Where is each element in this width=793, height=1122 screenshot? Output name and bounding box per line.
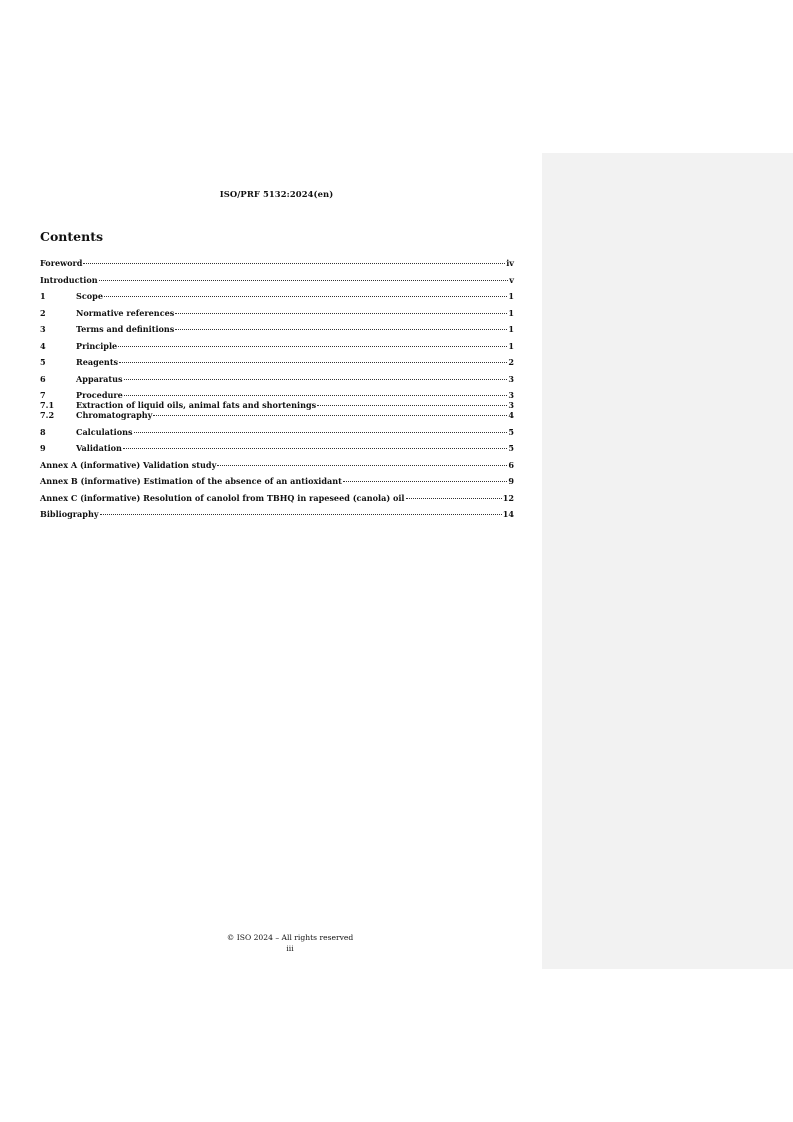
toc-entry-label[interactable]: Annex C (informative) Resolution of canolol from TBHQ in rapeseed (canola) oil bbox=[40, 492, 405, 503]
toc-entry[interactable] bbox=[40, 509, 514, 519]
toc-entry[interactable] bbox=[40, 324, 514, 334]
toc-entry-label[interactable]: Extraction of liquid oils, animal fats and shortenings bbox=[76, 400, 317, 410]
toc-entry[interactable] bbox=[40, 410, 514, 420]
toc-entry-label[interactable]: Introduction bbox=[40, 274, 98, 285]
toc-entry-label[interactable]: Normative references bbox=[76, 307, 175, 318]
toc-entry-page[interactable]: 3 bbox=[508, 400, 514, 410]
toc-entry[interactable] bbox=[40, 427, 514, 437]
toc-entry-number: 7 bbox=[40, 390, 46, 400]
toc-dot-leader bbox=[217, 465, 507, 466]
toc-entry-page[interactable]: 9 bbox=[508, 476, 514, 486]
toc-entry-page[interactable]: 5 bbox=[508, 443, 514, 453]
toc-entry-label[interactable]: Terms and definitions bbox=[76, 324, 175, 334]
toc-entry-page[interactable]: 1 bbox=[508, 324, 514, 334]
toc-entry-label[interactable]: Principle bbox=[76, 340, 118, 351]
toc-entry-label[interactable]: Calculations bbox=[76, 426, 133, 437]
toc-entry-label[interactable]: Annex A (informative) Validation study bbox=[40, 459, 217, 470]
toc-entry-page[interactable]: 12 bbox=[502, 492, 514, 503]
toc-entry-label[interactable]: Reagents bbox=[76, 357, 119, 367]
toc-dot-leader bbox=[104, 296, 507, 297]
toc-entry-page[interactable]: 4 bbox=[508, 410, 514, 420]
comment-pane bbox=[542, 153, 793, 969]
toc-dot-leader bbox=[118, 346, 507, 347]
toc-entry-page[interactable]: 1 bbox=[508, 307, 514, 318]
toc-entry-page[interactable]: 14 bbox=[502, 509, 514, 519]
toc-entry-page[interactable]: v bbox=[509, 274, 514, 285]
toc-entry[interactable] bbox=[40, 357, 514, 367]
toc-entry-page[interactable]: 6 bbox=[508, 459, 514, 470]
toc-entry-label[interactable]: Scope bbox=[76, 291, 103, 301]
toc-entry-page[interactable]: 1 bbox=[508, 340, 514, 351]
toc-entry-number: 5 bbox=[40, 357, 46, 367]
toc-entry[interactable] bbox=[40, 476, 514, 486]
toc-entry[interactable] bbox=[40, 291, 514, 301]
toc-entry[interactable] bbox=[40, 341, 514, 351]
toc-entry-page[interactable]: 2 bbox=[508, 357, 514, 367]
toc-entry-number: 8 bbox=[40, 426, 46, 437]
toc-entry[interactable] bbox=[40, 308, 514, 318]
toc-entry-number: 6 bbox=[40, 373, 46, 384]
toc-entry[interactable] bbox=[40, 443, 514, 453]
toc-entry[interactable] bbox=[40, 493, 514, 503]
toc-entry-label[interactable]: Bibliography bbox=[40, 509, 99, 519]
toc-dot-leader bbox=[406, 498, 502, 499]
table-of-contents bbox=[40, 258, 514, 526]
toc-entry-page[interactable]: iv bbox=[506, 258, 514, 268]
toc-entry-number: 9 bbox=[40, 443, 46, 453]
toc-entry-number: 4 bbox=[40, 340, 46, 351]
toc-entry-label[interactable]: Foreword bbox=[40, 258, 83, 268]
toc-entry-label[interactable]: Apparatus bbox=[76, 373, 123, 384]
toc-entry[interactable] bbox=[40, 258, 514, 268]
toc-entry[interactable] bbox=[40, 374, 514, 384]
toc-dot-leader bbox=[100, 514, 502, 515]
toc-entry-page[interactable]: 3 bbox=[508, 390, 514, 400]
toc-entry-number: 3 bbox=[40, 324, 46, 334]
toc-entry-page[interactable]: 5 bbox=[508, 426, 514, 437]
toc-entry-page[interactable]: 1 bbox=[508, 291, 514, 301]
toc-entry-number: 7.1 bbox=[40, 400, 55, 410]
page-footer bbox=[40, 932, 540, 954]
toc-entry-label[interactable]: Annex B (informative) Estimation of the absence of an antioxidant bbox=[40, 476, 342, 486]
toc-dot-leader bbox=[153, 415, 507, 416]
toc-dot-leader bbox=[99, 280, 509, 281]
toc-entry-page[interactable]: 3 bbox=[508, 373, 514, 384]
toc-entry-number: 1 bbox=[40, 291, 46, 301]
toc-entry[interactable] bbox=[40, 275, 514, 285]
toc-dot-leader bbox=[123, 448, 507, 449]
toc-entry-label[interactable]: Chromatography bbox=[76, 410, 153, 420]
toc-dot-leader bbox=[83, 263, 505, 264]
toc-dot-leader bbox=[124, 395, 508, 396]
toc-entry[interactable] bbox=[40, 400, 514, 410]
toc-entry-label[interactable]: Validation bbox=[76, 443, 122, 453]
toc-dot-leader bbox=[134, 432, 508, 433]
toc-entry-number: 2 bbox=[40, 307, 46, 318]
document-id-header: ISO/PRF 5132:2024(en) bbox=[219, 189, 334, 199]
toc-entry[interactable] bbox=[40, 460, 514, 470]
toc-dot-leader bbox=[343, 481, 507, 482]
copyright-notice: © ISO 2024 – All rights reserved bbox=[226, 933, 354, 942]
toc-entry-number: 7.2 bbox=[40, 410, 55, 420]
contents-title: Contents bbox=[40, 229, 104, 244]
toc-entry-label[interactable]: Procedure bbox=[76, 390, 123, 400]
toc-dot-leader bbox=[175, 329, 507, 330]
toc-dot-leader bbox=[124, 379, 508, 380]
toc-dot-leader bbox=[317, 405, 507, 406]
toc-entry[interactable] bbox=[40, 390, 514, 400]
page-number: iii bbox=[286, 944, 294, 953]
toc-dot-leader bbox=[119, 362, 507, 363]
toc-dot-leader bbox=[175, 313, 507, 314]
